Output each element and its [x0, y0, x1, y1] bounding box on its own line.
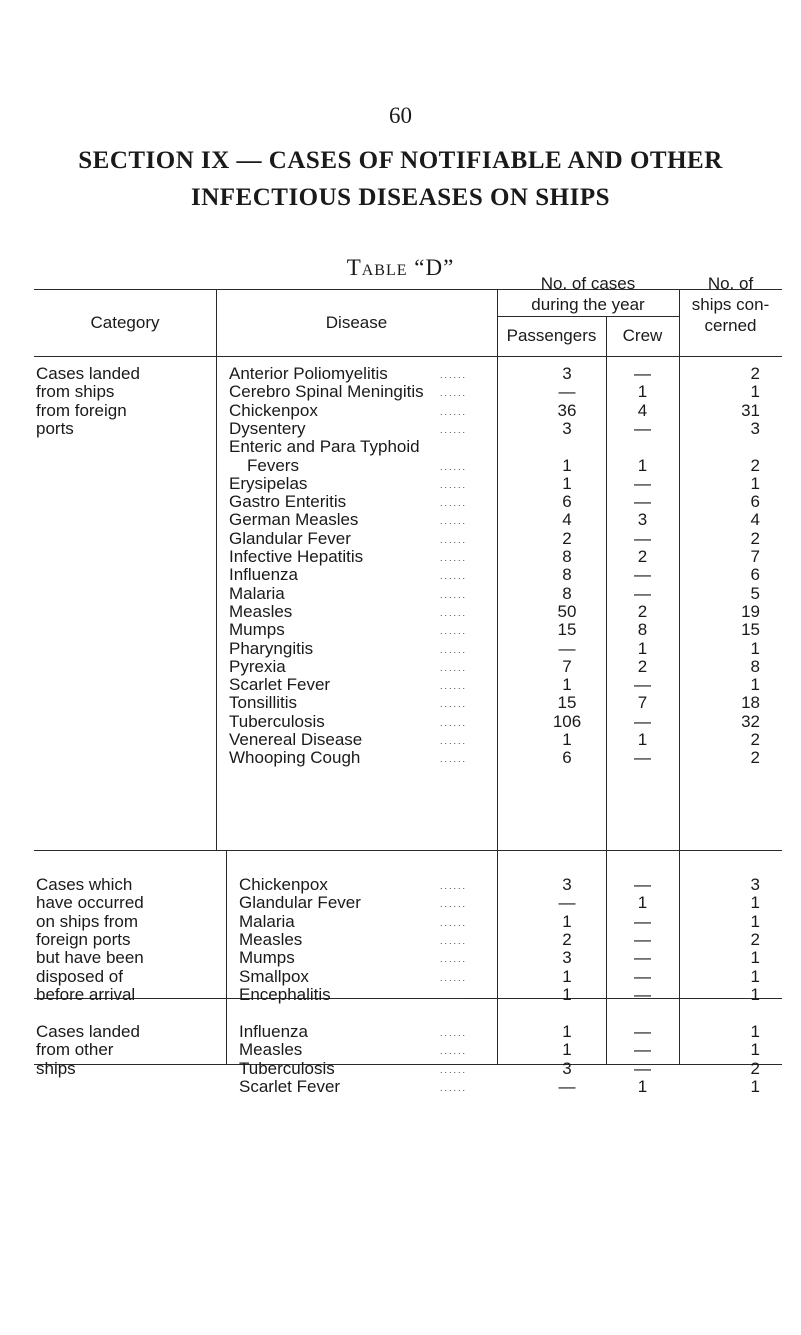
passengers-count: 4 — [562, 510, 572, 530]
table-row — [0, 640, 801, 658]
disease-name: Measles — [239, 929, 303, 949]
crew-count: 4 — [637, 400, 648, 420]
header-ships-line-3: cerned — [704, 316, 757, 335]
crew-count: — — [634, 565, 651, 585]
header-cases-line-1: No. of cases — [540, 274, 636, 293]
passengers-count: 1 — [562, 966, 572, 986]
ships-count: 8 — [750, 656, 760, 676]
ships-count: 2 — [750, 730, 760, 749]
category-line: from foreign — [36, 400, 127, 420]
crew-count: 1 — [637, 893, 648, 913]
ships-count: 15 — [741, 620, 760, 640]
disease-name: Erysipelas — [229, 473, 308, 493]
passengers-count: 8 — [562, 583, 572, 603]
ships-count: 1 — [750, 1076, 760, 1096]
category-line: Cases landed — [36, 364, 140, 383]
passengers-count: 3 — [562, 875, 572, 894]
crew-count: 1 — [637, 730, 648, 749]
crew-count: — — [634, 966, 651, 986]
passengers-count: 36 — [557, 400, 577, 420]
disease-name: Chickenpox — [229, 400, 318, 420]
disease-name: Dysentery — [229, 418, 306, 438]
crew-count: 1 — [637, 638, 648, 658]
leader-dots: ...... — [440, 717, 468, 728]
table-row — [0, 493, 801, 511]
table-row — [0, 511, 801, 529]
leader-dots: ...... — [440, 736, 468, 746]
crew-count: — — [634, 748, 651, 768]
disease-name: Malaria — [229, 583, 285, 603]
table-row — [0, 383, 801, 401]
section-title-line-1: SECTION IX — CASES OF NOTIFIABLE AND OTHER — [78, 147, 723, 174]
passengers-count: 3 — [562, 418, 572, 438]
cases-subheader-rule — [497, 316, 679, 317]
disease-name: Tonsillitis — [229, 693, 298, 713]
crew-count: — — [634, 583, 651, 603]
leader-dots: ...... — [440, 935, 468, 946]
table-row — [0, 894, 801, 912]
table-row — [0, 475, 801, 493]
disease-name: Encephalitis — [239, 984, 331, 1004]
ships-count: 19 — [741, 601, 760, 621]
category-line: but have been — [36, 948, 144, 968]
ships-count: 2 — [750, 748, 760, 768]
category-line: from other — [36, 1040, 114, 1060]
disease-name: Enteric and Para Typhoid — [229, 437, 420, 457]
leader-dots: ...... — [440, 699, 468, 710]
category-line: from ships — [36, 382, 115, 402]
passengers-count: 8 — [562, 565, 572, 585]
passengers-count: 1 — [562, 473, 572, 493]
crew-count: — — [634, 911, 651, 931]
category-line: have occurred — [36, 893, 144, 913]
header-cases-line-2: during the year — [531, 295, 645, 314]
ships-count: 5 — [750, 583, 760, 603]
header-disease: Disease — [325, 313, 388, 332]
passengers-count: — — [558, 893, 576, 913]
disease-name: Influenza — [239, 1022, 308, 1041]
crew-count: — — [634, 1058, 651, 1078]
leader-dots: ...... — [440, 1028, 468, 1038]
category-line: ports — [36, 418, 74, 438]
disease-name: Tuberculosis — [239, 1058, 335, 1078]
passengers-count: 1 — [562, 911, 572, 931]
leader-dots: ...... — [440, 954, 468, 965]
crew-count: — — [634, 711, 651, 731]
crew-count: 7 — [637, 693, 648, 713]
passengers-count: — — [558, 1076, 576, 1096]
leader-dots: ...... — [440, 589, 468, 600]
disease-name: Gastro Enteritis — [229, 492, 347, 512]
ships-count: 32 — [741, 711, 760, 731]
leader-dots: ...... — [440, 754, 468, 765]
disease-name: Scarlet Fever — [239, 1076, 341, 1096]
table-row — [0, 676, 801, 694]
table-row — [0, 658, 801, 676]
disease-name: Smallpox — [239, 966, 309, 986]
passengers-count: 7 — [562, 656, 572, 676]
leader-dots: ...... — [440, 370, 468, 380]
crew-count: 3 — [637, 510, 648, 530]
table-row — [0, 931, 801, 949]
crew-count: 2 — [637, 547, 648, 566]
table-row — [0, 694, 801, 712]
ships-count: 2 — [750, 1058, 760, 1078]
leader-dots: ...... — [440, 644, 468, 655]
leader-dots: ...... — [440, 1046, 468, 1057]
disease-name: German Measles — [229, 510, 359, 530]
passengers-count: 6 — [562, 492, 572, 512]
header-ships-line-1: No. of — [707, 274, 754, 293]
ships-count: 2 — [750, 364, 760, 383]
group-separator-rule — [34, 850, 782, 851]
leader-dots: ...... — [440, 406, 468, 417]
category-line: disposed of — [36, 966, 123, 986]
category-line: Cases landed — [36, 1022, 140, 1041]
ships-count: 1 — [750, 675, 760, 695]
leader-dots: ...... — [440, 972, 468, 983]
leader-dots: ...... — [440, 479, 468, 490]
table-row — [0, 949, 801, 967]
category-line: on ships from — [36, 911, 139, 931]
leader-dots: ...... — [440, 1082, 468, 1093]
leader-dots: ...... — [440, 990, 468, 1001]
passengers-count: 3 — [562, 1058, 572, 1078]
crew-count: 1 — [637, 1076, 648, 1096]
ships-count: 3 — [750, 875, 760, 894]
table-row — [0, 968, 801, 986]
leader-dots: ...... — [440, 534, 468, 545]
ships-count: 1 — [750, 382, 760, 402]
category-line: ships — [36, 1058, 76, 1078]
table-row — [0, 548, 801, 566]
passengers-count: 106 — [552, 711, 582, 731]
crew-count: — — [634, 1040, 651, 1060]
ships-count: 1 — [750, 1040, 760, 1060]
table-row — [0, 1060, 801, 1078]
crew-count: — — [634, 528, 651, 548]
disease-name: Whooping Cough — [229, 748, 361, 768]
ships-count: 1 — [750, 966, 760, 986]
table-row — [0, 1023, 801, 1041]
leader-dots: ...... — [440, 607, 468, 618]
ships-count: 2 — [750, 455, 760, 475]
disease-name: Measles — [229, 601, 293, 621]
section-title-line-2: INFECTIOUS DISEASES ON SHIPS — [191, 184, 610, 211]
disease-name: Pyrexia — [229, 656, 286, 676]
ships-count: 3 — [750, 418, 760, 438]
crew-count: — — [634, 364, 651, 383]
passengers-count: 1 — [562, 984, 572, 1004]
passengers-count: — — [558, 382, 576, 402]
passengers-count: 3 — [562, 948, 572, 968]
ships-count: 1 — [750, 473, 760, 493]
header-category: Category — [90, 313, 160, 332]
passengers-count: 2 — [562, 929, 572, 949]
leader-dots: ...... — [440, 626, 468, 637]
crew-count: 8 — [637, 620, 648, 640]
table-row — [0, 438, 801, 456]
ships-count: 1 — [750, 911, 760, 931]
disease-name: Glandular Fever — [229, 528, 351, 548]
passengers-count: 1 — [562, 1040, 572, 1060]
disease-name: Pharyngitis — [229, 638, 314, 658]
crew-count: — — [634, 875, 651, 894]
leader-dots: ...... — [440, 899, 468, 910]
disease-name: Malaria — [239, 911, 295, 931]
table-label: Table “D” — [346, 255, 455, 280]
leader-dots: ...... — [440, 388, 468, 399]
passengers-count: — — [558, 638, 576, 658]
crew-count: 1 — [637, 455, 648, 475]
passengers-count: 1 — [562, 455, 572, 475]
ships-count: 1 — [750, 638, 760, 658]
leader-dots: ...... — [440, 681, 468, 692]
category-line: before arrival — [36, 984, 136, 1004]
disease-name: Mumps — [239, 948, 295, 968]
table-row — [0, 749, 801, 767]
disease-name: Chickenpox — [239, 875, 328, 894]
crew-count: 1 — [637, 382, 648, 402]
table-row — [0, 603, 801, 621]
crew-count: — — [634, 675, 651, 695]
crew-count: 2 — [637, 656, 648, 676]
ships-count: 31 — [741, 400, 760, 420]
leader-dots: ...... — [440, 662, 468, 673]
passengers-count: 1 — [562, 675, 572, 695]
disease-name: Measles — [239, 1040, 303, 1060]
disease-name: Mumps — [229, 620, 285, 640]
ships-count: 6 — [750, 565, 760, 585]
crew-count: — — [634, 492, 651, 512]
category-line: foreign ports — [36, 929, 131, 949]
passengers-count: 3 — [562, 364, 572, 383]
header-ships-line-2: ships con- — [691, 295, 770, 314]
leader-dots: ...... — [440, 553, 468, 563]
table-row — [0, 913, 801, 931]
table-row — [0, 731, 801, 749]
ships-count: 7 — [750, 547, 760, 566]
table-row — [0, 530, 801, 548]
crew-count: 2 — [637, 601, 648, 621]
disease-name: Glandular Fever — [239, 893, 361, 913]
crew-count: — — [634, 1022, 651, 1041]
table-row — [0, 876, 801, 894]
leader-dots: ...... — [440, 571, 468, 582]
leader-dots: ...... — [440, 1064, 468, 1075]
crew-count: — — [634, 418, 651, 438]
table-row — [0, 986, 801, 1004]
ships-count: 4 — [750, 510, 760, 530]
table-row — [0, 566, 801, 584]
leader-dots: ...... — [440, 498, 468, 509]
passengers-count: 15 — [557, 693, 577, 713]
crew-count: — — [634, 948, 651, 968]
passengers-count: 1 — [562, 730, 572, 749]
header-crew: Crew — [622, 326, 663, 345]
leader-dots: ...... — [440, 461, 468, 472]
passengers-count: 6 — [562, 748, 572, 768]
ships-count: 1 — [750, 893, 760, 913]
table-row — [0, 713, 801, 731]
disease-name: Anterior Poliomyelitis — [229, 364, 388, 383]
ships-count: 1 — [750, 948, 760, 968]
passengers-count: 15 — [557, 620, 577, 640]
crew-count: — — [634, 929, 651, 949]
ships-count: 1 — [750, 984, 760, 1004]
table-row — [0, 621, 801, 639]
table-row — [0, 365, 801, 383]
category-line: Cases which — [36, 875, 133, 894]
leader-dots: ...... — [440, 424, 468, 435]
ships-count: 6 — [750, 492, 760, 512]
header-cases — [497, 273, 679, 315]
disease-name: Tuberculosis — [229, 711, 325, 731]
crew-count: — — [634, 473, 651, 493]
ships-count: 18 — [741, 693, 760, 713]
disease-name: Fevers — [247, 455, 299, 475]
passengers-count: 1 — [562, 1022, 572, 1041]
leader-dots: ...... — [440, 917, 468, 928]
ships-count: 1 — [750, 1022, 760, 1041]
disease-name: Influenza — [229, 565, 298, 585]
disease-name: Scarlet Fever — [229, 675, 331, 695]
table-row — [0, 585, 801, 603]
ships-count: 2 — [750, 528, 760, 548]
disease-name: Cerebro Spinal Meningitis — [229, 382, 424, 402]
table-row — [0, 1041, 801, 1059]
disease-name: Venereal Disease — [229, 730, 363, 749]
passengers-count: 2 — [562, 528, 572, 548]
table-row — [0, 420, 801, 438]
leader-dots: ...... — [440, 516, 468, 527]
header-bottom-rule — [34, 356, 782, 357]
table-row — [0, 457, 801, 475]
crew-count: — — [634, 984, 651, 1004]
header-ships — [679, 273, 782, 336]
ships-count: 2 — [750, 929, 760, 949]
disease-name: Infective Hepatitis — [229, 547, 364, 566]
header-passengers: Passengers — [506, 326, 597, 345]
passengers-count: 8 — [562, 547, 572, 566]
passengers-count: 50 — [557, 601, 577, 621]
section-title — [0, 142, 801, 216]
page-number: 60 — [389, 103, 412, 128]
leader-dots: ...... — [440, 881, 468, 891]
table-row — [0, 1078, 801, 1096]
table-row — [0, 402, 801, 420]
